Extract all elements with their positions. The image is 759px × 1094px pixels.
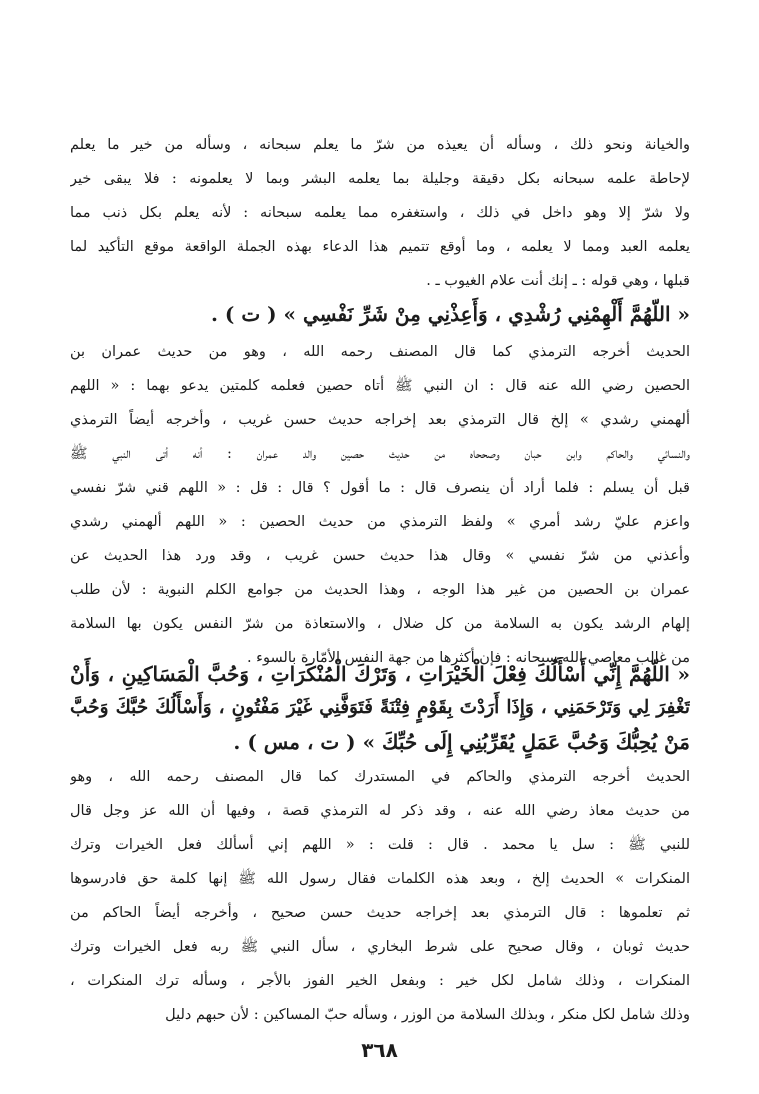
paragraph-3-line: من حديث معاذ رضي الله عنه ، وقد ذكر له الترمذي قصة ، وفيها أن الله عز وجل قال [70,803,690,819]
paragraph-3-line: للنبي ﷺ : سل يا محمد . قال : قلت : « اللهم إني أسألك فعل الخيرات وترك [70,837,690,853]
paragraph-3 [70,760,690,1032]
paragraph-2 [70,335,690,675]
paragraph-2-line: واعزم عليّ رشد أمري » ولفظ الترمذي من حديث الحصين : « اللهم ألهمني رشدي [70,514,690,530]
paragraph-2-line: الحصين رضي الله عنه قال : ان النبي ﷺ أتاه حصين فعلمه كلمتين يدعو بهما : « اللهم [70,378,690,394]
paragraph-1-line: يعلمه العبد ومما لا يعلمه ، وما أوقع تتميم هذا الدعاء بهذه الجملة الواقعة موقع التأكيد لما [70,239,690,255]
hadith-2 [70,657,690,759]
hadith-1 [70,297,690,331]
paragraph-3-line: ثم تعلموها : قال الترمذي بعد إخراجه حديث حسن صحيح ، وأخرجه أيضاً الحاكم من [70,905,690,921]
paragraph-2-line: ألهمني رشدي » إلخ قال الترمذي بعد إخراجه حديث حسن غريب ، وأخرجه أيضاً الترمذي [70,412,690,428]
paragraph-2-line: قبل أن يسلم : فلما أراد أن ينصرف قال : ما أقول ؟ قال : قل : « اللهم قني شرّ نفسي [70,480,690,496]
hadith-2-line: تَغْفِرَ لِي وَتَرْحَمَنِي ، وَإِذَا أَرَدْتَ بِقَوْمٍ فِتْنَةً فَتَوَفَّنِي غَيْرَ مَفْتُونٍ ، وَأَسْأَلُكَ حُبَّكَ وَحُبَّ [70,697,690,718]
paragraph-2-line: إلهام الرشد يكون به السلامة من كل ضلال ، والاستعاذة من شرّ النفس يكون بها السلامة [70,616,690,632]
paragraph-1-line: ولا شرّ إلا وهو داخل في ذلك ، واستغفره مما يعلمه سبحانه : لأنه يعلم بكل ذنب مما [70,205,690,221]
paragraph-2-line: وأعذني من شرّ نفسي » وقال هذا حديث حسن غريب ، وقد ورد هذا الحديث عن [70,548,690,564]
paragraph-3-line: المنكرات ، وذلك شامل لكل خير : وبفعل الخير الفوز بالأجر ، وسأله ترك المنكرات ، [70,973,690,989]
paragraph-1 [70,128,690,298]
hadith-2-line: « اللّهُمَّ إِنِّي أَسْأَلُكَ فِعْلَ الْخَيْرَاتِ ، وَتَرْكَ الْمُنْكَرَاتِ ، وَحُبَّ الْمَسَاكِينِ ، وَأَنْ [70,662,690,686]
paragraph-2-line: والنسائي والحاكم وابن حبان وصححاه من حديث حصين والد عمران : أنه أتى النبي ﷺ [70,446,690,462]
paragraph-1-line: والخيانة ونحو ذلك ، وسأله أن يعيذه من شرّ ما يعلم سبحانه ، وسأله من خير ما يعلم [70,137,690,153]
paragraph-3-line: حديث ثوبان ، وقال صحيح على شرط البخاري ، سأل النبي ﷺ ربه فعل الخيرات وترك [70,939,690,955]
paragraph-3-line: المنكرات » الحديث إلخ ، وبعد هذه الكلمات فقال رسول الله ﷺ إنها كلمة حق فادرسوها [70,871,690,887]
hadith-2-line: مَنْ يُحِبُّكَ وَحُبَّ عَمَلٍ يُقَرِّبُنِي إِلَى حُبِّكَ » ( ت ، مس ) . [233,730,690,754]
page-number: ٣٦٨ [361,1038,398,1062]
paragraph-1-line: قبلها ، وهي قوله : ـ إنك أنت علام الغيوب ـ . [426,273,690,289]
paragraph-2-line: عمران بن الحصين من غير هذا الوجه ، وهذا الحديث من جوامع الكلم النبوية : لأن طلب [70,582,690,598]
hadith-1-line: « اللّهُمَّ أَلْهِمْنِي رُشْدِي ، وَأَعِذْنِي مِنْ شَرِّ نَفْسِي » ( ت ) . [210,302,690,326]
paragraph-2-line: من غالب معاصي الله سبحانه : فإن أكثرها من جهة النفس الأمّارة بالسوء . [246,650,690,666]
paragraph-3-line: الحديث أخرجه الترمذي والحاكم في المستدرك كما قال المصنف رحمه الله ، وهو [70,769,690,785]
paragraph-1-line: لإحاطة علمه سبحانه بكل دقيقة وجليلة بما يعلمه البشر وبما لا يعلمونه : فلا يبقى خير [70,171,690,187]
paragraph-2-line: الحديث أخرجه الترمذي كما قال المصنف رحمه الله ، وهو من حديث عمران بن [70,344,690,360]
paragraph-3-line: وذلك شامل لكل منكر ، وبذلك السلامة من الوزر ، وسأله حبّ المساكين : لأن حبهم دليل [165,1007,690,1023]
